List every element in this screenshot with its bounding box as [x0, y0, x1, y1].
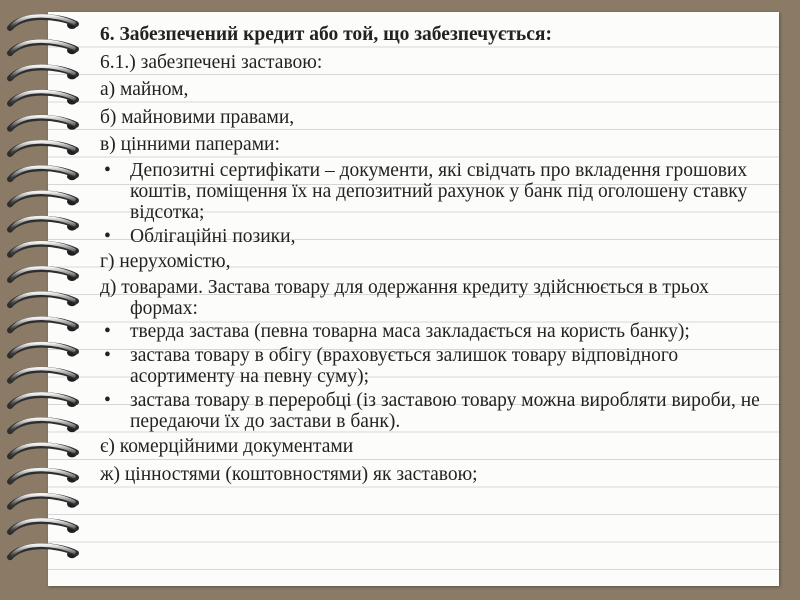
item-zh: ж) цінностями (коштовностями) як заставою; [100, 463, 478, 485]
bullet-icon: • [104, 321, 111, 343]
bullet-text: застава товару в обігу (враховується залишок товару відповідного асортименту на певну суму); [130, 344, 679, 387]
item-d: д) товарами. Застава товару для одержання кредиту здійснюється в трьох формах: [100, 276, 709, 319]
item-ye: є) комерційними документами [100, 436, 354, 458]
bullet-icon: • [104, 389, 111, 411]
item-b: б) майновими правами, [100, 106, 295, 128]
bullet-text: Депозитні сертифікати – документи, які свідчать про вкладення грошових коштів, поміщення їх на депозитний рахунок у банк під оголошену ставку відсотка; [130, 159, 748, 223]
bullet-deposit-certificates [100, 160, 760, 223]
slide-content [100, 22, 760, 489]
bullet-text: Облігаційні позики, [130, 225, 296, 247]
bullet-icon: • [104, 225, 111, 247]
bullet-text: застава товару в переробці (із заставою товару можна виробляти вироби, не передаючи їх до застави в банк). [130, 389, 760, 432]
bullet-icon: • [104, 344, 111, 366]
slide-title: 6. Забезпечений кредит або той, що забезпечується: [100, 24, 552, 45]
item-a: а) майном, [100, 79, 189, 101]
bullet-goods-in-processing [100, 390, 760, 432]
bullet-bond-loans [100, 226, 760, 247]
bullet-icon: • [104, 159, 111, 181]
bullet-firm-pledge [100, 321, 760, 342]
item-v: в) цінними паперами: [100, 134, 280, 156]
bullet-text: тверда застава (певна товарна маса закладається на користь банку); [130, 321, 690, 343]
subtitle-line: 6.1.) забезпечені заставою: [100, 51, 323, 73]
bullet-goods-in-circulation [100, 345, 760, 387]
item-g: г) нерухомістю, [100, 251, 231, 273]
